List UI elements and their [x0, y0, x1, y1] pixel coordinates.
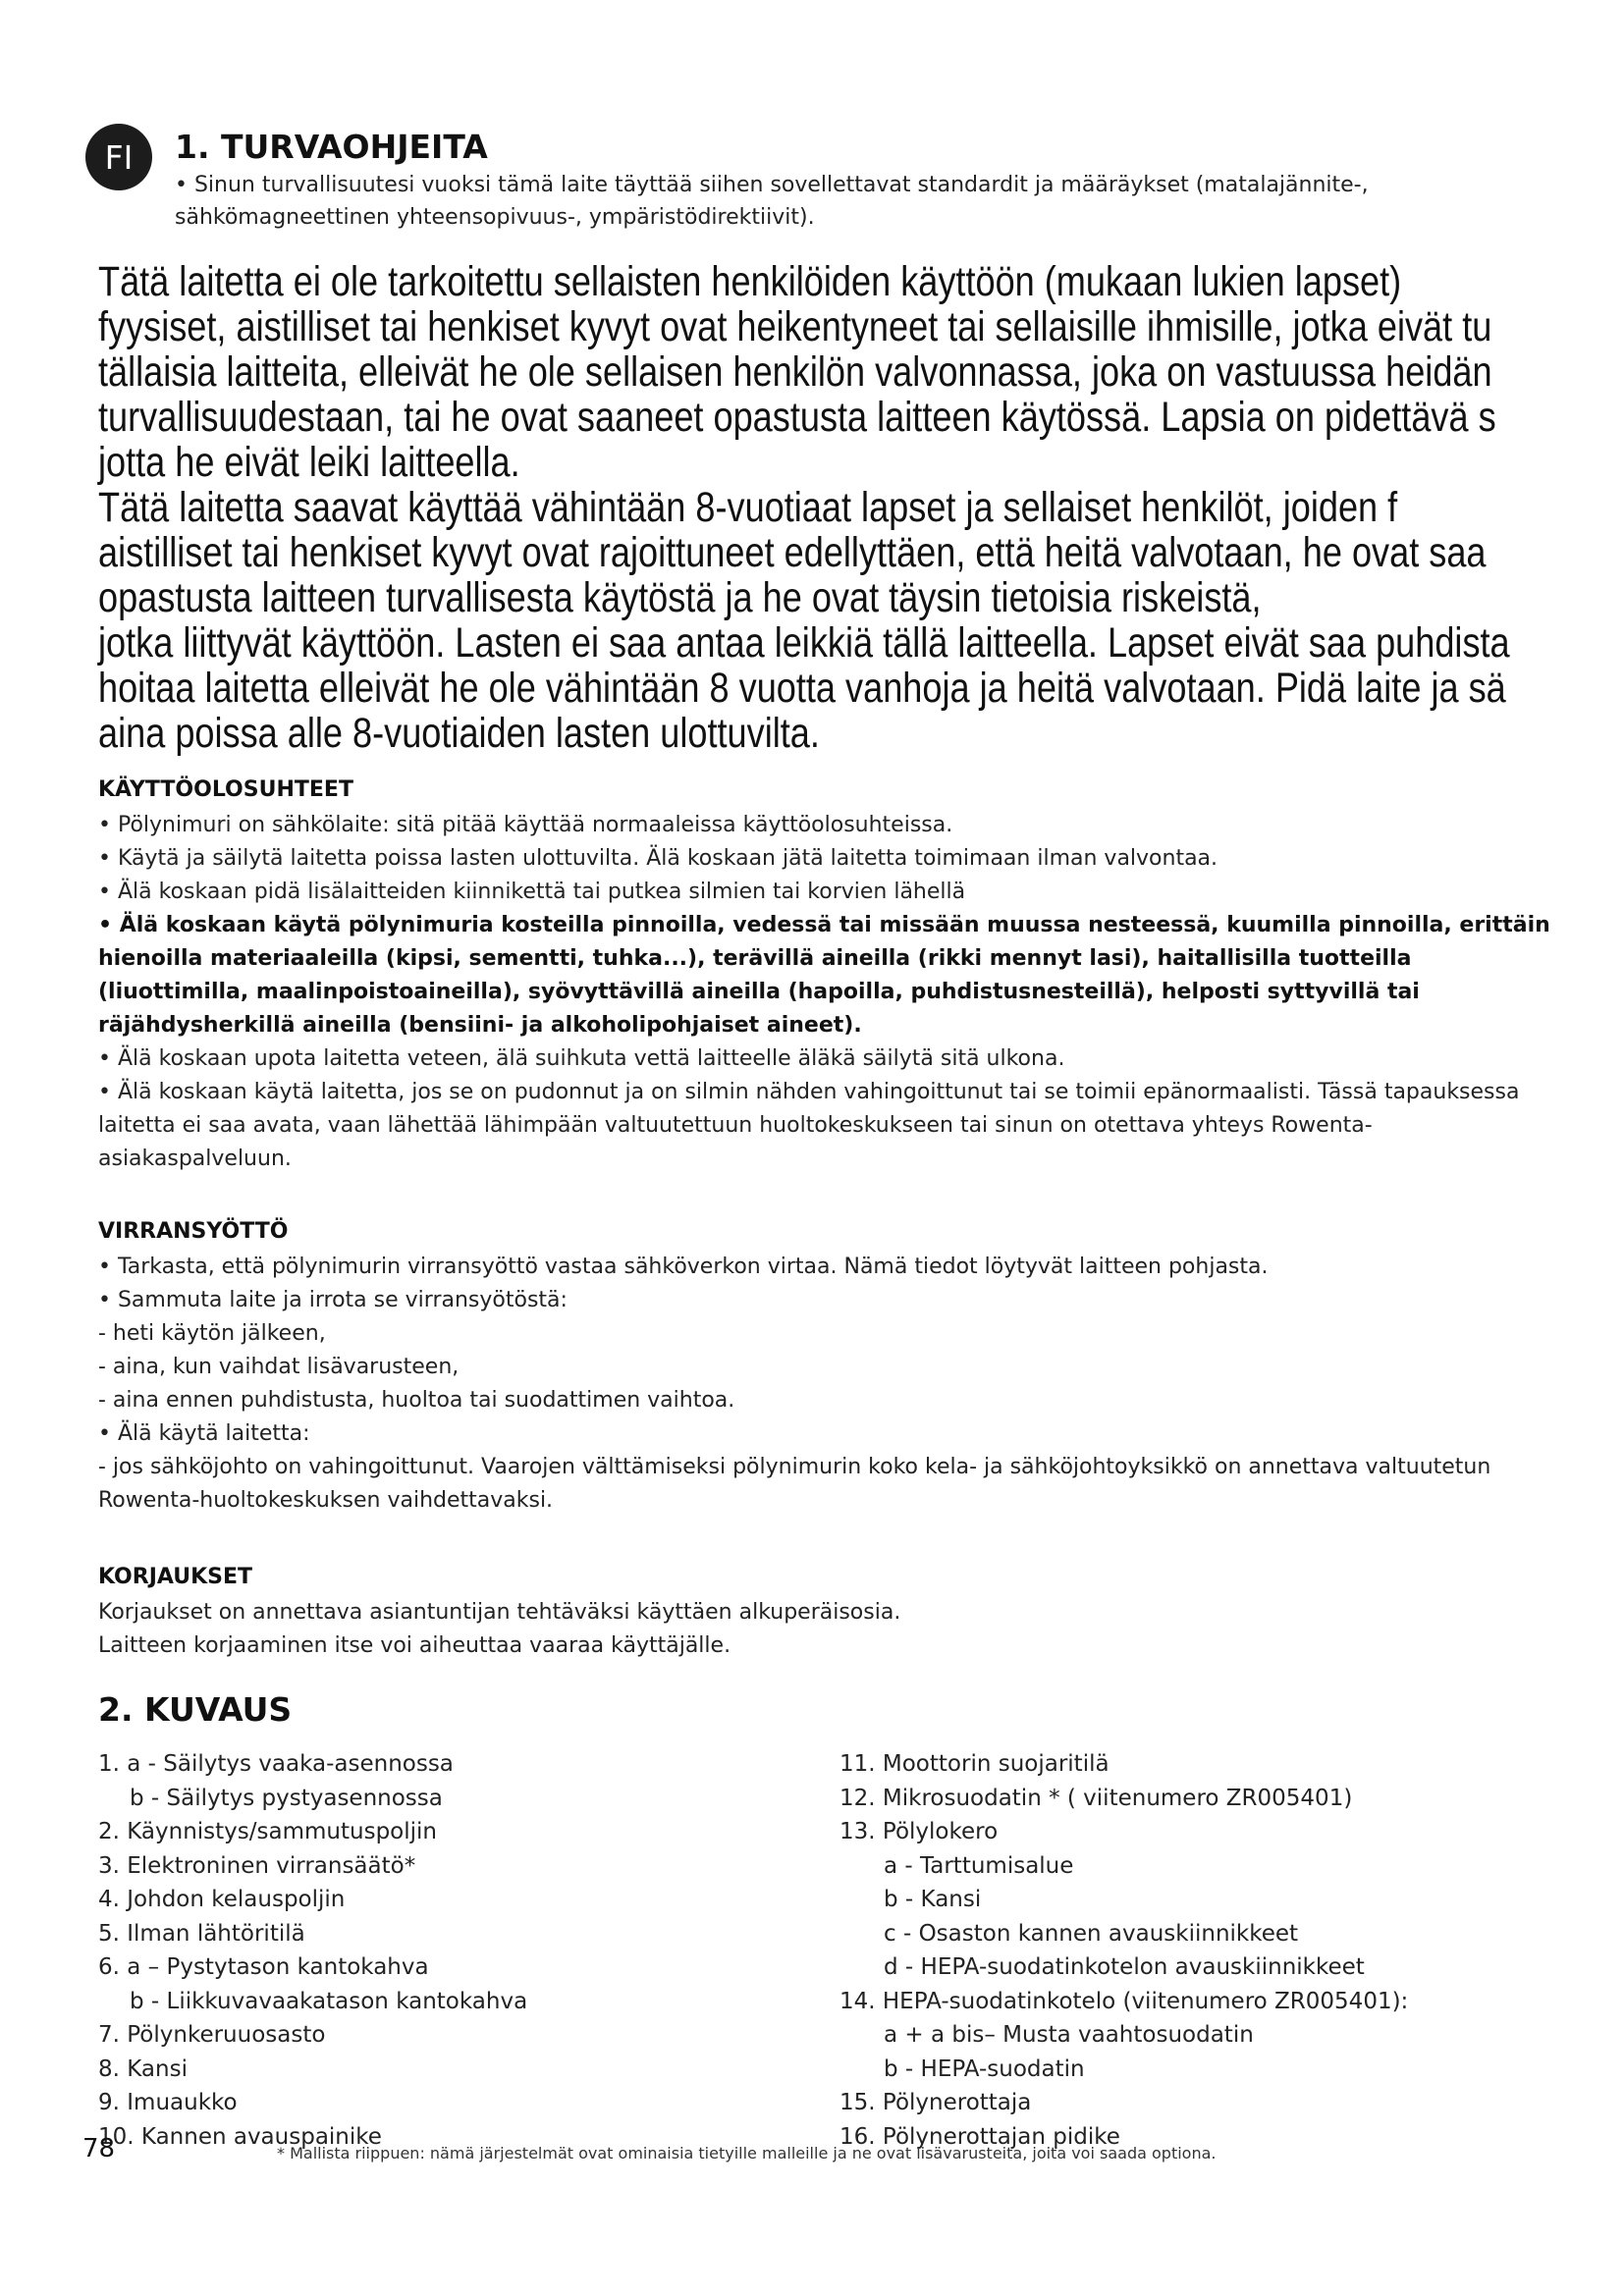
part-item: 14. HEPA-suodatinkotelo (viitenumero ZR005401): — [839, 1988, 1409, 2014]
paragraph: • Älä koskaan käytä laitetta, jos se on pudonnut ja on silmin nähden vahingoittunut tai se toimii epänormaalisti. Tässä tapauksessa laitetta ei saa avata, vaan lähettää lähimpään valtuutettuun huoltokeskukseen tai sinun on otettava yhteys Rowenta-asiakaspalveluun. — [98, 1080, 1520, 1171]
warning-line: hoitaa laitetta elleivät he ole vähintään 8 vuotta vanhoja ja heitä valvotaan. Pidä laite ja sä — [98, 665, 1506, 712]
paragraph: - jos sähköjohto on vahingoittunut. Vaarojen välttämiseksi pölynimurin koko kela- ja sähköjohtoyksikkö on annettava valtuutetun Rowenta-huoltokeskuksen vaihdettavaksi. — [98, 1455, 1491, 1513]
warning-line: opastusta laitteen turvallisesta käytöstä ja he ovat täysin tietoisia riskeistä, — [98, 574, 1262, 621]
part-item: 7. Pölynkeruuosasto — [98, 2022, 326, 2048]
part-item: b - Liikkuvavaakatason kantokahva — [130, 1988, 528, 2014]
paragraph: • Pölynimuri on sähkölaite: sitä pitää käyttää normaaleissa käyttöolosuhteissa. — [98, 813, 953, 837]
warning-block — [98, 258, 1510, 757]
section-power-supply — [98, 1217, 1551, 1518]
section-repairs — [98, 1563, 1551, 1663]
parts-list-right — [839, 1747, 1527, 2154]
operating-conditions-heading: KÄYTTÖOLOSUHTEET — [98, 777, 353, 802]
part-item: 5. Ilman lähtöritilä — [98, 1920, 305, 1947]
part-item: c - Osaston kannen avauskiinnikkeet — [884, 1920, 1299, 1947]
section-title-safety: 1. TURVAOHJEITA — [175, 128, 488, 166]
paragraph: - heti käytön jälkeen, — [98, 1321, 326, 1346]
safety-intro: • Sinun turvallisuutesi vuoksi tämä laite täyttää siihen sovellettavat standardit ja määräykset (matalajännite-, sähkömagneettinen yhteensopivuus-, ympäristödirektiivit). — [175, 173, 1369, 230]
paragraph: Korjaukset on annettava asiantuntijan tehtäväksi käyttäen alkuperäisosia. — [98, 1600, 901, 1625]
warning-line: tällaisia laitteita, elleivät he ole sellaisen henkilön valvonnassa, joka on vastuussa heidän — [98, 348, 1492, 396]
part-item: 11. Moottorin suojaritilä — [839, 1751, 1110, 1777]
part-item: 6. a – Pystytason kantokahva — [98, 1954, 429, 1980]
part-item: a + a bis– Musta vaahtosuodatin — [884, 2022, 1254, 2048]
part-item: 3. Elektroninen virransäätö* — [98, 1852, 416, 1879]
part-item: b - HEPA-suodatin — [884, 2056, 1085, 2082]
parts-list-left — [98, 1747, 785, 2154]
paragraph: Laitteen korjaaminen itse voi aiheuttaa vaaraa käyttäjälle. — [98, 1633, 731, 1658]
part-item: 15. Pölynerottaja — [839, 2090, 1032, 2115]
warning-line: Tätä laitetta ei ole tarkoitettu sellaisten henkilöiden käyttöön (mukaan lukien lapset) — [98, 258, 1402, 305]
paragraph: - aina, kun vaihdat lisävarusteen, — [98, 1355, 460, 1379]
part-item: b - Säilytys pystyasennossa — [130, 1785, 443, 1811]
warning-line: fyysiset, aistilliset tai henkiset kyvyt ovat heikentyneet tai sellaisille ihmisille, jotka eivät tu — [98, 303, 1492, 350]
paragraph: • Tarkasta, että pölynimurin virransyöttö vastaa sähköverkon virtaa. Nämä tiedot löytyvät laitteen pohjasta. — [98, 1255, 1269, 1279]
bold-warning-paragraph: • Älä koskaan käytä pölynimuria kosteilla pinnoilla, vedessä tai missään muussa nesteessä, kuumilla pinnoilla, erittäin hienoilla materiaaleilla (kipsi, sementti, tuhka...), terävillä aineilla (rikki mennyt lasi), haitallisilla tuotteilla (liuottimilla, maalinpoistoaineilla), syövyttävillä aineilla (hapoilla, puhdistusnesteillä), helposti syttyvillä tai räjähdysherkillä aineilla (bensiini- ja alkoholipohjaiset aineet). — [98, 913, 1550, 1038]
warning-line: jotta he eivät leiki laitteella. — [98, 439, 520, 486]
section-operating-conditions — [98, 775, 1551, 1176]
paragraph: - aina ennen puhdistusta, huoltoa tai suodattimen vaihtoa. — [98, 1388, 735, 1413]
part-item: 8. Kansi — [98, 2056, 188, 2082]
part-item: 9. Imuaukko — [98, 2090, 238, 2115]
repairs-heading: KORJAUKSET — [98, 1565, 253, 1589]
paragraph: • Älä koskaan pidä lisälaitteiden kiinnikettä tai putkea silmien tai korvien lähellä — [98, 880, 966, 904]
paragraph: • Älä koskaan upota laitetta veteen, älä suihkuta vettä laitteelle äläkä säilytä sitä ulkona. — [98, 1046, 1065, 1071]
part-item: 2. Käynnistys/sammutuspoljin — [98, 1819, 437, 1844]
page-number: 78 — [82, 2134, 116, 2163]
warning-line: Tätä laitetta saavat käyttää vähintään 8-vuotiaat lapset ja sellaiset henkilöt, joiden f — [98, 484, 1398, 531]
language-badge: FI — [85, 124, 152, 190]
part-item: b - Kansi — [884, 1887, 982, 1912]
paragraph: • Sammuta laite ja irrota se virransyötöstä: — [98, 1288, 568, 1312]
power-supply-heading: VIRRANSYÖTTÖ — [98, 1219, 289, 1244]
warning-line: aina poissa alle 8-vuotiaiden lasten ulottuvilta. — [98, 710, 820, 757]
warning-line: jotka liittyvät käyttöön. Lasten ei saa antaa leikkiä tällä laitteella. Lapset eivät saa puhdista — [98, 619, 1510, 667]
part-item: 10. Kannen avauspainike — [98, 2123, 382, 2150]
part-item: 4. Johdon kelauspoljin — [98, 1887, 346, 1912]
warning-line: turvallisuudestaan, tai he ovat saaneet opastusta laitteen käytössä. Lapsia on pidettävä s — [98, 394, 1496, 441]
paragraph: • Älä käytä laitetta: — [98, 1421, 310, 1446]
part-item: 1. a - Säilytys vaaka-asennossa — [98, 1751, 454, 1777]
section-title-description: 2. KUVAUS — [98, 1690, 293, 1729]
part-item: d - HEPA-suodatinkotelon avauskiinnikkeet — [884, 1954, 1365, 1980]
footnote: * Mallista riippuen: nämä järjestelmät ovat ominaisia tietyille malleille ja ne ovat lisävarusteita, joita voi saada optiona. — [277, 2144, 1217, 2163]
paragraph: • Käytä ja säilytä laitetta poissa lasten ulottuvilta. Älä koskaan jätä laitetta toimimaan ilman valvontaa. — [98, 846, 1218, 871]
part-item: 16. Pölynerottajan pidike — [839, 2123, 1120, 2150]
warning-line: aistilliset tai henkiset kyvyt ovat rajoittuneet edellyttäen, että heitä valvotaan, he ovat saa — [98, 529, 1487, 576]
part-item: a - Tarttumisalue — [884, 1852, 1074, 1879]
part-item: 13. Pölylokero — [839, 1819, 999, 1844]
part-item: 12. Mikrosuodatin * ( viitenumero ZR005401) — [839, 1785, 1353, 1811]
